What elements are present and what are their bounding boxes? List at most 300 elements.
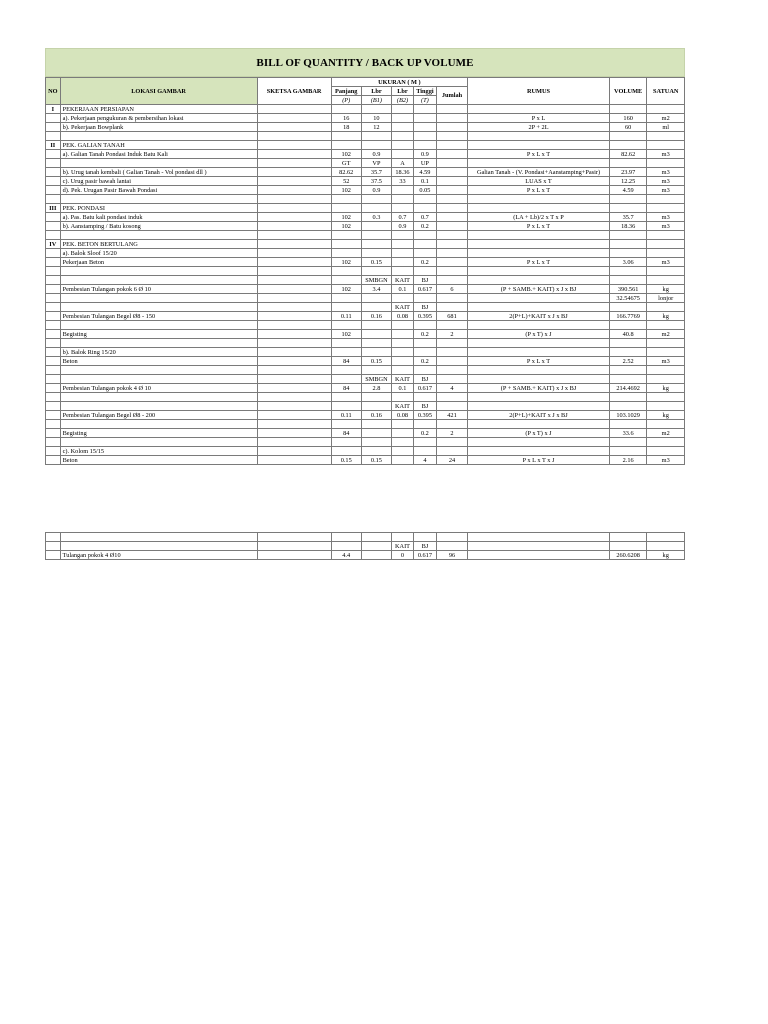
header-lbr-b2-sub: (B2) xyxy=(392,96,414,105)
row-panjang xyxy=(331,249,361,258)
table-row xyxy=(46,447,685,456)
row-sketsa xyxy=(257,159,331,168)
row-satuan xyxy=(647,159,685,168)
row-volume xyxy=(609,249,647,258)
row-tinggi xyxy=(413,132,436,141)
row-lbr-b2: 0 xyxy=(392,551,414,560)
row-volume xyxy=(609,420,647,429)
row-volume xyxy=(609,393,647,402)
row-jumlah xyxy=(436,249,467,258)
row-no xyxy=(46,447,61,456)
row-satuan: m3 xyxy=(647,150,685,159)
row-no xyxy=(46,429,61,438)
row-volume: 103.1029 xyxy=(609,411,647,420)
row-lbr-b1: 0.16 xyxy=(361,312,391,321)
row-panjang: 84 xyxy=(331,384,361,393)
row-rumus xyxy=(468,348,610,357)
row-lbr-b2: 0.08 xyxy=(392,312,414,321)
table-row xyxy=(46,542,685,551)
row-volume xyxy=(609,438,647,447)
row-sketsa xyxy=(257,429,331,438)
row-lokasi: PEK. GALIAN TANAH xyxy=(60,141,257,150)
row-sketsa xyxy=(257,303,331,312)
header-satuan: SATUAN xyxy=(647,78,685,105)
row-lbr-b1: 0.15 xyxy=(361,258,391,267)
row-no xyxy=(46,456,61,465)
row-lbr-b2 xyxy=(392,258,414,267)
row-rumus xyxy=(468,303,610,312)
row-no xyxy=(46,533,61,542)
row-lbr-b1 xyxy=(361,105,391,114)
row-rumus xyxy=(468,542,610,551)
table-row xyxy=(46,276,685,285)
row-lokasi: a). Balok Sloof 15/20 xyxy=(60,249,257,258)
row-satuan: m3 xyxy=(647,456,685,465)
row-satuan xyxy=(647,303,685,312)
row-sketsa xyxy=(257,222,331,231)
row-rumus xyxy=(468,438,610,447)
row-panjang xyxy=(331,105,361,114)
row-no xyxy=(46,542,61,551)
row-lbr-b1 xyxy=(361,551,391,560)
row-lbr-b1 xyxy=(361,330,391,339)
row-tinggi: 0.7 xyxy=(413,213,436,222)
row-rumus xyxy=(468,105,610,114)
table-row xyxy=(46,420,685,429)
row-lbr-b2 xyxy=(392,456,414,465)
boq-sheet xyxy=(45,48,685,560)
table-row xyxy=(46,213,685,222)
row-tinggi: BJ xyxy=(413,542,436,551)
row-sketsa xyxy=(257,213,331,222)
row-lokasi: Beton xyxy=(60,357,257,366)
row-jumlah xyxy=(436,276,467,285)
row-lbr-b2: 0.7 xyxy=(392,213,414,222)
row-jumlah xyxy=(436,159,467,168)
row-sketsa xyxy=(257,168,331,177)
row-volume xyxy=(609,204,647,213)
row-sketsa xyxy=(257,294,331,303)
row-satuan: m3 xyxy=(647,222,685,231)
row-panjang xyxy=(331,267,361,276)
row-lbr-b1 xyxy=(361,429,391,438)
row-lbr-b1 xyxy=(361,533,391,542)
row-tinggi xyxy=(413,204,436,213)
row-lbr-b2: 0.1 xyxy=(392,384,414,393)
row-lokasi: d). Pek. Urugan Pasir Bawah Pondasi xyxy=(60,186,257,195)
row-volume: 2.52 xyxy=(609,357,647,366)
table-row xyxy=(46,366,685,375)
row-panjang: GT xyxy=(331,159,361,168)
row-tinggi: BJ xyxy=(413,303,436,312)
row-rumus xyxy=(468,195,610,204)
row-satuan xyxy=(647,438,685,447)
row-sketsa xyxy=(257,240,331,249)
row-lbr-b2 xyxy=(392,150,414,159)
row-no: II xyxy=(46,141,61,150)
row-lokasi: PEKERJAAN PERSIAPAN xyxy=(60,105,257,114)
row-jumlah xyxy=(436,186,467,195)
row-panjang: 82.62 xyxy=(331,168,361,177)
row-rumus xyxy=(468,204,610,213)
row-no xyxy=(46,186,61,195)
row-lbr-b2 xyxy=(392,294,414,303)
row-lbr-b1 xyxy=(361,348,391,357)
row-no xyxy=(46,551,61,560)
row-lbr-b1: 2.8 xyxy=(361,384,391,393)
row-rumus: P x L xyxy=(468,114,610,123)
row-satuan xyxy=(647,542,685,551)
table-row xyxy=(46,285,685,294)
row-volume xyxy=(609,105,647,114)
row-sketsa xyxy=(257,321,331,330)
row-volume: 166.7769 xyxy=(609,312,647,321)
row-lbr-b1: 3.4 xyxy=(361,285,391,294)
row-jumlah: 24 xyxy=(436,456,467,465)
row-jumlah: 421 xyxy=(436,411,467,420)
row-panjang xyxy=(331,447,361,456)
row-volume: 32.54675 xyxy=(609,294,647,303)
row-panjang xyxy=(331,402,361,411)
row-satuan xyxy=(647,393,685,402)
row-satuan xyxy=(647,321,685,330)
row-jumlah: 6 xyxy=(436,285,467,294)
table-row xyxy=(46,411,685,420)
row-lbr-b2 xyxy=(392,438,414,447)
row-panjang: 102 xyxy=(331,222,361,231)
row-lbr-b2 xyxy=(392,105,414,114)
row-tinggi: 0.617 xyxy=(413,551,436,560)
table-row xyxy=(46,357,685,366)
row-lbr-b1 xyxy=(361,204,391,213)
row-tinggi: 0.617 xyxy=(413,384,436,393)
table-row xyxy=(46,132,685,141)
row-no xyxy=(46,114,61,123)
row-lbr-b1 xyxy=(361,132,391,141)
row-volume xyxy=(609,366,647,375)
row-volume xyxy=(609,321,647,330)
table-row xyxy=(46,177,685,186)
row-sketsa xyxy=(257,186,331,195)
row-lbr-b1 xyxy=(361,447,391,456)
row-no xyxy=(46,357,61,366)
table-row xyxy=(46,105,685,114)
row-panjang xyxy=(331,240,361,249)
row-volume xyxy=(609,276,647,285)
row-jumlah xyxy=(436,303,467,312)
row-volume xyxy=(609,303,647,312)
row-jumlah xyxy=(436,231,467,240)
row-lbr-b2: 0.1 xyxy=(392,285,414,294)
row-panjang xyxy=(331,339,361,348)
row-jumlah xyxy=(436,258,467,267)
row-sketsa xyxy=(257,231,331,240)
row-volume: 390.561 xyxy=(609,285,647,294)
table-row xyxy=(46,339,685,348)
table-row xyxy=(46,348,685,357)
row-tinggi: 0.2 xyxy=(413,330,436,339)
row-sketsa xyxy=(257,420,331,429)
row-lbr-b2 xyxy=(392,204,414,213)
row-rumus: (P x T) x J xyxy=(468,330,610,339)
row-no xyxy=(46,159,61,168)
row-volume xyxy=(609,402,647,411)
row-lokasi: Beton xyxy=(60,456,257,465)
row-lbr-b2: KAIT xyxy=(392,542,414,551)
row-lbr-b1 xyxy=(361,303,391,312)
row-rumus xyxy=(468,366,610,375)
table-row xyxy=(46,330,685,339)
row-tinggi: UP xyxy=(413,159,436,168)
row-lokasi xyxy=(60,393,257,402)
row-lokasi: Begisting xyxy=(60,429,257,438)
row-sketsa xyxy=(257,177,331,186)
row-no xyxy=(46,312,61,321)
row-satuan: kg xyxy=(647,411,685,420)
row-lbr-b2 xyxy=(392,123,414,132)
row-satuan xyxy=(647,141,685,150)
row-jumlah: 2 xyxy=(436,330,467,339)
header-tinggi: Tinggi xyxy=(413,87,436,96)
row-rumus: Galian Tanah - (V. Pondasi+Aanstamping+Pasir) xyxy=(468,168,610,177)
row-jumlah xyxy=(436,321,467,330)
row-tinggi xyxy=(413,114,436,123)
row-jumlah xyxy=(436,393,467,402)
row-panjang xyxy=(331,303,361,312)
row-jumlah xyxy=(436,204,467,213)
row-lokasi: Pembesian Tulangan pokok 4 Ø 10 xyxy=(60,384,257,393)
row-sketsa xyxy=(257,105,331,114)
row-panjang: 102 xyxy=(331,213,361,222)
row-rumus: (P + SAMB.+ KAIT) x J x BJ xyxy=(468,384,610,393)
row-lbr-b1 xyxy=(361,420,391,429)
row-rumus: 2P + 2L xyxy=(468,123,610,132)
row-lbr-b1: 35.7 xyxy=(361,168,391,177)
row-jumlah xyxy=(436,438,467,447)
row-tinggi xyxy=(413,420,436,429)
row-tinggi xyxy=(413,195,436,204)
row-lbr-b1 xyxy=(361,402,391,411)
row-tinggi xyxy=(413,339,436,348)
header-jumlah: Jumlah xyxy=(436,87,467,105)
row-tinggi xyxy=(413,438,436,447)
row-lbr-b2 xyxy=(392,114,414,123)
table-row xyxy=(46,294,685,303)
row-satuan xyxy=(647,447,685,456)
row-lbr-b2 xyxy=(392,240,414,249)
row-lokasi xyxy=(60,321,257,330)
row-lbr-b2 xyxy=(392,533,414,542)
row-jumlah xyxy=(436,195,467,204)
table-row xyxy=(46,456,685,465)
row-lokasi xyxy=(60,402,257,411)
row-satuan xyxy=(647,402,685,411)
row-sketsa xyxy=(257,258,331,267)
table-row xyxy=(46,240,685,249)
row-no xyxy=(46,402,61,411)
table-row xyxy=(46,384,685,393)
header-lbr-b2: Lbr xyxy=(392,87,414,96)
row-rumus xyxy=(468,249,610,258)
row-tinggi: 0.395 xyxy=(413,411,436,420)
row-satuan: lonjor xyxy=(647,294,685,303)
header-sketsa: SKETSA GAMBAR xyxy=(257,78,331,105)
row-volume xyxy=(609,195,647,204)
row-panjang: 0.11 xyxy=(331,312,361,321)
row-panjang: 4.4 xyxy=(331,551,361,560)
row-jumlah: 2 xyxy=(436,429,467,438)
row-lbr-b1: SMBGN xyxy=(361,375,391,384)
row-rumus: P x L x T xyxy=(468,222,610,231)
row-sketsa xyxy=(257,132,331,141)
row-lbr-b1: 10 xyxy=(361,114,391,123)
row-lbr-b1: VP xyxy=(361,159,391,168)
row-tinggi xyxy=(413,533,436,542)
row-satuan: ml xyxy=(647,123,685,132)
row-lokasi: a). Pas. Batu kali pondasi induk xyxy=(60,213,257,222)
row-satuan: kg xyxy=(647,285,685,294)
row-jumlah xyxy=(436,294,467,303)
row-lbr-b2: KAIT xyxy=(392,276,414,285)
row-rumus xyxy=(468,533,610,542)
row-satuan xyxy=(647,420,685,429)
row-satuan: m3 xyxy=(647,213,685,222)
row-sketsa xyxy=(257,330,331,339)
row-tinggi xyxy=(413,294,436,303)
row-volume xyxy=(609,132,647,141)
row-lbr-b2: 18.36 xyxy=(392,168,414,177)
row-panjang xyxy=(331,231,361,240)
table-row xyxy=(46,533,685,542)
row-lokasi: a). Galian Tanah Pondasi Induk Batu Kali xyxy=(60,150,257,159)
row-no xyxy=(46,384,61,393)
row-volume: 33.6 xyxy=(609,429,647,438)
row-lbr-b1: 0.9 xyxy=(361,150,391,159)
row-panjang xyxy=(331,195,361,204)
row-sketsa xyxy=(257,447,331,456)
row-panjang xyxy=(331,438,361,447)
table-row xyxy=(46,312,685,321)
row-no xyxy=(46,222,61,231)
row-lbr-b2 xyxy=(392,141,414,150)
row-rumus xyxy=(468,276,610,285)
row-jumlah xyxy=(436,222,467,231)
row-no xyxy=(46,249,61,258)
table-row xyxy=(46,267,685,276)
row-volume: 160 xyxy=(609,114,647,123)
row-lbr-b1 xyxy=(361,321,391,330)
row-satuan xyxy=(647,132,685,141)
row-lbr-b2 xyxy=(392,321,414,330)
row-lbr-b2 xyxy=(392,420,414,429)
row-no xyxy=(46,231,61,240)
row-lbr-b2 xyxy=(392,267,414,276)
row-rumus xyxy=(468,375,610,384)
row-panjang xyxy=(331,321,361,330)
row-lbr-b2 xyxy=(392,132,414,141)
row-jumlah xyxy=(436,141,467,150)
row-no: IV xyxy=(46,240,61,249)
row-panjang xyxy=(331,132,361,141)
row-panjang xyxy=(331,204,361,213)
row-lokasi xyxy=(60,195,257,204)
row-rumus: P x L x T x J xyxy=(468,456,610,465)
row-panjang: 102 xyxy=(331,150,361,159)
row-sketsa xyxy=(257,542,331,551)
row-sketsa xyxy=(257,195,331,204)
row-lokasi: c). Kolom 15/15 xyxy=(60,447,257,456)
row-lokasi: Tulangan pokok 4 Ø10 xyxy=(60,551,257,560)
row-lokasi: c). Urug pasir bawah lantai xyxy=(60,177,257,186)
row-panjang xyxy=(331,366,361,375)
row-no xyxy=(46,285,61,294)
row-panjang: 52 xyxy=(331,177,361,186)
table-row xyxy=(46,375,685,384)
row-jumlah xyxy=(436,339,467,348)
table-row xyxy=(46,393,685,402)
row-no xyxy=(46,303,61,312)
row-lokasi xyxy=(60,542,257,551)
row-rumus: (P + SAMB.+ KAIT) x J x BJ xyxy=(468,285,610,294)
row-tinggi: 4 xyxy=(413,456,436,465)
row-lbr-b2: KAIT xyxy=(392,402,414,411)
row-tinggi: 0.2 xyxy=(413,258,436,267)
row-sketsa xyxy=(257,123,331,132)
row-lbr-b1 xyxy=(361,240,391,249)
row-lbr-b1: 12 xyxy=(361,123,391,132)
row-lbr-b2 xyxy=(392,186,414,195)
row-tinggi: 0.9 xyxy=(413,150,436,159)
table-row xyxy=(46,141,685,150)
header-panjang: Panjang xyxy=(331,87,361,96)
row-lokasi: PEK. PONDASI xyxy=(60,204,257,213)
row-lokasi xyxy=(60,132,257,141)
row-no xyxy=(46,375,61,384)
row-no xyxy=(46,330,61,339)
row-tinggi xyxy=(413,348,436,357)
row-volume: 82.62 xyxy=(609,150,647,159)
row-rumus xyxy=(468,321,610,330)
row-satuan xyxy=(647,231,685,240)
row-rumus: P x L x T xyxy=(468,186,610,195)
row-jumlah xyxy=(436,123,467,132)
row-lbr-b1: 0.15 xyxy=(361,357,391,366)
row-volume xyxy=(609,240,647,249)
row-no xyxy=(46,294,61,303)
row-volume xyxy=(609,267,647,276)
row-jumlah xyxy=(436,366,467,375)
row-sketsa xyxy=(257,438,331,447)
row-panjang: 0.15 xyxy=(331,456,361,465)
row-lokasi: b). Urug tanah kembali ( Galian Tanah - Vol pondasi dll ) xyxy=(60,168,257,177)
row-rumus: (P x T) x J xyxy=(468,429,610,438)
header-lbr-b1: Lbr xyxy=(361,87,391,96)
row-volume xyxy=(609,348,647,357)
row-volume xyxy=(609,542,647,551)
table-row xyxy=(46,321,685,330)
row-sketsa xyxy=(257,411,331,420)
row-rumus: P x L x T xyxy=(468,258,610,267)
row-panjang xyxy=(331,375,361,384)
row-no xyxy=(46,177,61,186)
row-rumus: (LA + Lb)/2 x T x P xyxy=(468,213,610,222)
row-rumus xyxy=(468,294,610,303)
row-satuan: m3 xyxy=(647,357,685,366)
header-no: NO xyxy=(46,78,61,105)
row-lbr-b1: 0.3 xyxy=(361,213,391,222)
table-row xyxy=(46,222,685,231)
row-volume xyxy=(609,141,647,150)
